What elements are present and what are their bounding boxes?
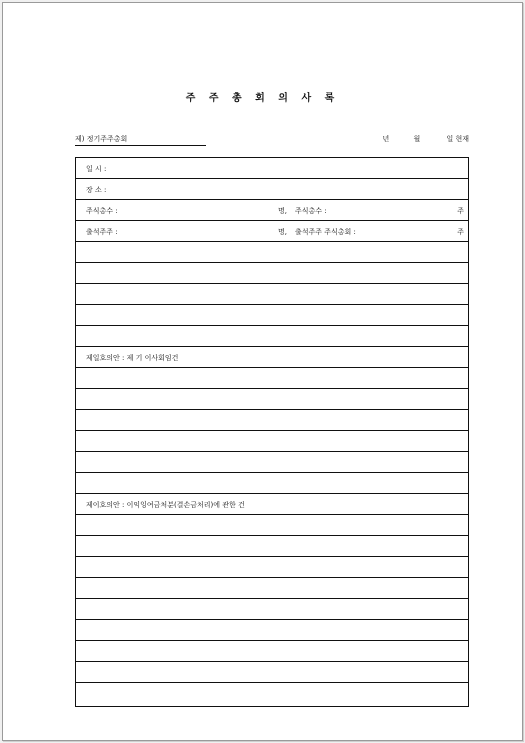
table-row-place — [76, 179, 468, 200]
table-row — [76, 473, 468, 494]
table-row — [76, 389, 468, 410]
table-row — [76, 557, 468, 578]
table-row — [76, 410, 468, 431]
table-row — [76, 452, 468, 473]
table-row — [76, 305, 468, 326]
table-row — [76, 431, 468, 452]
total-shares-label: 주식총수 : — [295, 207, 327, 215]
table-row — [76, 242, 468, 263]
table-row — [76, 641, 468, 662]
agenda-2-title: 제이호의안 : 이익잉여금처분(결손금처리)에 관한 건 — [86, 501, 245, 509]
document-page — [2, 2, 523, 741]
attending-shares-unit: 주 — [457, 228, 464, 236]
total-shareholders-unit: 명, — [278, 207, 287, 215]
table-row — [76, 599, 468, 620]
year-label: 년 — [382, 135, 390, 143]
as-of-date — [382, 134, 469, 144]
attending-shareholders-label: 출석주주 : — [86, 228, 118, 236]
document-title: 주 주 총 회 의 사 록 — [185, 93, 340, 104]
attending-shareholders-unit: 명, — [278, 228, 287, 236]
document-subheader — [75, 134, 469, 146]
table-row — [76, 620, 468, 641]
total-shares-unit: 주 — [457, 207, 464, 215]
month-label: 월 — [413, 135, 421, 143]
table-row — [76, 263, 468, 284]
datetime-label: 일 시 : — [86, 165, 107, 173]
meeting-type: 제) 정기주주총회 — [75, 134, 206, 146]
table-row — [76, 284, 468, 305]
table-row-agenda-2 — [76, 494, 468, 515]
table-row — [76, 368, 468, 389]
total-shareholders-label: 주식총수 : — [86, 207, 118, 215]
table-row — [76, 515, 468, 536]
table-row — [76, 683, 468, 706]
minutes-table — [75, 157, 469, 707]
place-label: 장 소 : — [86, 186, 107, 194]
day-label: 일 현재 — [446, 135, 469, 143]
agenda-1-title: 제일호의안 : 제 기 이사회임건 — [86, 354, 179, 362]
table-row — [76, 662, 468, 683]
table-row-attendance — [76, 221, 468, 242]
table-row — [76, 326, 468, 347]
table-row — [76, 578, 468, 599]
table-row-agenda-1 — [76, 347, 468, 368]
table-row-totals — [76, 200, 468, 221]
table-row — [76, 536, 468, 557]
attending-shares-label: 출석주주 주식총회 : — [295, 228, 356, 236]
table-row-datetime — [76, 158, 468, 179]
